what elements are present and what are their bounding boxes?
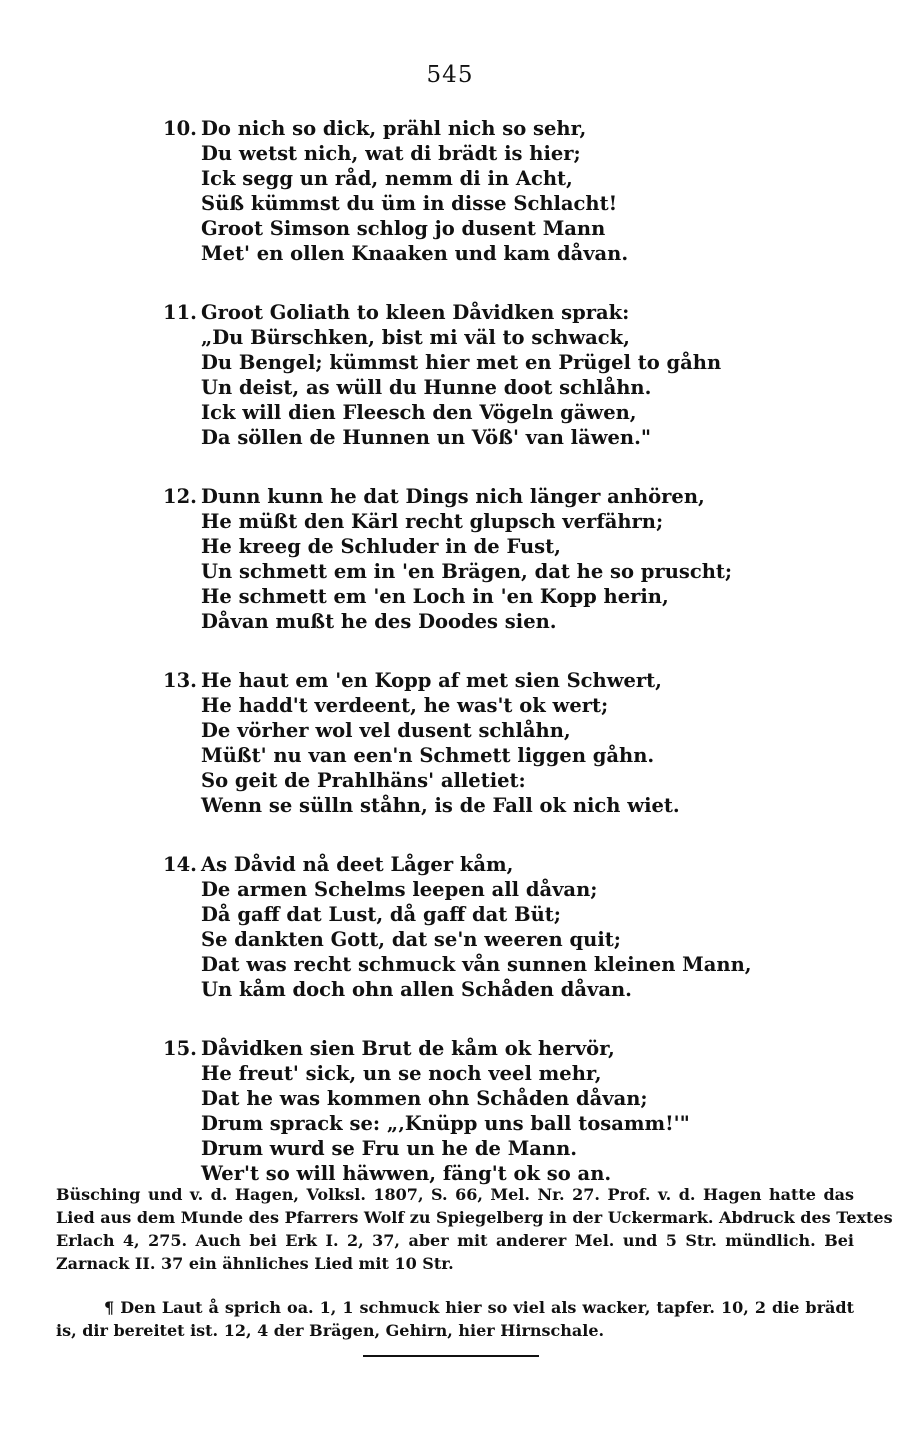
verse-line: Un kåm doch ohn allen Schåden dåvan. bbox=[201, 978, 632, 1001]
verse-line bbox=[163, 852, 723, 877]
verse-text: Groot Goliath to kleen Dåvidken sprak: bbox=[201, 301, 630, 324]
verse-line: Met' en ollen Knaaken und kam dåvan. bbox=[201, 242, 629, 265]
verse-line: „Du Bürschken, bist mi väl to schwack, bbox=[201, 326, 630, 349]
stanza-number: 13. bbox=[163, 669, 197, 692]
verse-line: Groot Simson schlog jo dusent Mann bbox=[201, 217, 606, 240]
verse-line: Un deist, as wüll du Hunne doot schlåhn. bbox=[201, 376, 652, 399]
verse-line: Dat was recht schmuck vån sunnen kleinen Mann, bbox=[201, 953, 752, 976]
stanza-11 bbox=[163, 300, 723, 450]
verse-line bbox=[163, 668, 723, 693]
stanza-14 bbox=[163, 852, 752, 1002]
source-line: Büsching und v. d. Hagen, Volksl. 1807, S. 66, Mel. Nr. 27. Prof. v. d. Hagen hatte das bbox=[56, 1185, 854, 1204]
verse-line: He freut' sick, un se noch veel mehr, bbox=[201, 1062, 602, 1085]
verse-line: Ick will dien Fleesch den Vögeln gäwen, bbox=[201, 401, 637, 424]
verse-text: He haut em 'en Kopp af met sien Schwert, bbox=[201, 669, 662, 692]
remark-line: ¶ Den Laut å sprich oa. 1, 1 schmuck hier so viel als wacker, tapfer. 10, 2 die brädt bbox=[104, 1298, 854, 1317]
verse-line: So geit de Prahlhäns' alletiet: bbox=[201, 769, 526, 792]
remarks-note bbox=[56, 1296, 854, 1342]
verse-line: Se dankten Gott, dat se'n weeren quit; bbox=[201, 928, 621, 951]
verse-text: Dunn kunn he dat Dings nich länger anhören, bbox=[201, 485, 705, 508]
stanza-15 bbox=[163, 1036, 723, 1186]
verse-line: Dat he was kommen ohn Schåden dåvan; bbox=[201, 1087, 648, 1110]
verse-line: De armen Schelms leepen all dåvan; bbox=[201, 878, 598, 901]
source-line: Zarnack II. 37 ein ähnliches Lied mit 10 Str. bbox=[56, 1254, 454, 1273]
stanza-10 bbox=[163, 116, 723, 266]
verse-line bbox=[163, 116, 723, 141]
verse-line: Da söllen de Hunnen un Vöß' van läwen." bbox=[201, 426, 652, 449]
verse-line: Dåvan mußt he des Doodes sien. bbox=[201, 610, 557, 633]
stanza-number: 15. bbox=[163, 1037, 197, 1060]
stanza-number: 14. bbox=[163, 853, 197, 876]
remark-line: is, dir bereitet ist. 12, 4 der Brägen, Gehirn, hier Hirnschale. bbox=[56, 1321, 605, 1340]
stanza-number: 10. bbox=[163, 117, 197, 140]
verse-line: Süß kümmst du üm in disse Schlacht! bbox=[201, 192, 618, 215]
verse-line: Då gaff dat Lust, då gaff dat Büt; bbox=[201, 903, 561, 926]
verse-text: As Dåvid nå deet Låger kåm, bbox=[201, 853, 514, 876]
stanza-number: 11. bbox=[163, 301, 197, 324]
verse-line: Un schmett em in 'en Brägen, dat he so pruscht; bbox=[201, 560, 733, 583]
verse-line: He kreeg de Schluder in de Fust, bbox=[201, 535, 561, 558]
verse-line: He müßt den Kärl recht glupsch verfährn; bbox=[201, 510, 664, 533]
verse-line: Wenn se sülln ståhn, is de Fall ok nich wiet. bbox=[201, 794, 680, 817]
verse-line: Ick segg un råd, nemm di in Acht, bbox=[201, 167, 573, 190]
verse-line: Drum sprack se: „‚Knüpp uns ball tosamm!'" bbox=[201, 1112, 690, 1135]
poem bbox=[163, 116, 752, 1220]
source-line: Erlach 4, 275. Auch bei Erk I. 2, 37, aber mit anderer Mel. und 5 Str. mündlich. Bei bbox=[56, 1231, 854, 1250]
stanza-13 bbox=[163, 668, 723, 818]
page-number: 545 bbox=[426, 62, 474, 88]
verse-line bbox=[163, 1036, 723, 1061]
verse-line: Müßt' nu van een'n Schmett liggen gåhn. bbox=[201, 744, 655, 767]
source-line: Lied aus dem Munde des Pfarrers Wolf zu Spiegelberg in der Uckermark. Abdruck des Textes bbox=[56, 1208, 893, 1227]
verse-line: He hadd't verdeent, he was't ok wert; bbox=[201, 694, 609, 717]
stanza-12 bbox=[163, 484, 733, 634]
source-note bbox=[56, 1183, 893, 1275]
verse-line: Du Bengel; kümmst hier met en Prügel to gåhn bbox=[201, 351, 722, 374]
stanza-number: 12. bbox=[163, 485, 197, 508]
verse-text: Dåvidken sien Brut de kåm ok hervör, bbox=[201, 1037, 615, 1060]
verse-line bbox=[163, 484, 723, 509]
verse-line: Drum wurd se Fru un he de Mann. bbox=[201, 1137, 578, 1160]
verse-line: De vörher wol vel dusent schlåhn, bbox=[201, 719, 571, 742]
verse-line: He schmett em 'en Loch in 'en Kopp herin, bbox=[201, 585, 669, 608]
verse-text: Do nich so dick, prähl nich so sehr, bbox=[201, 117, 587, 140]
verse-line: Wer't so will häwwen, fäng't ok so an. bbox=[201, 1162, 612, 1185]
notes bbox=[56, 1183, 893, 1342]
verse-line: Du wetst nich, wat di brädt is hier; bbox=[201, 142, 581, 165]
closing-rule bbox=[363, 1355, 539, 1357]
verse-line bbox=[163, 300, 723, 325]
